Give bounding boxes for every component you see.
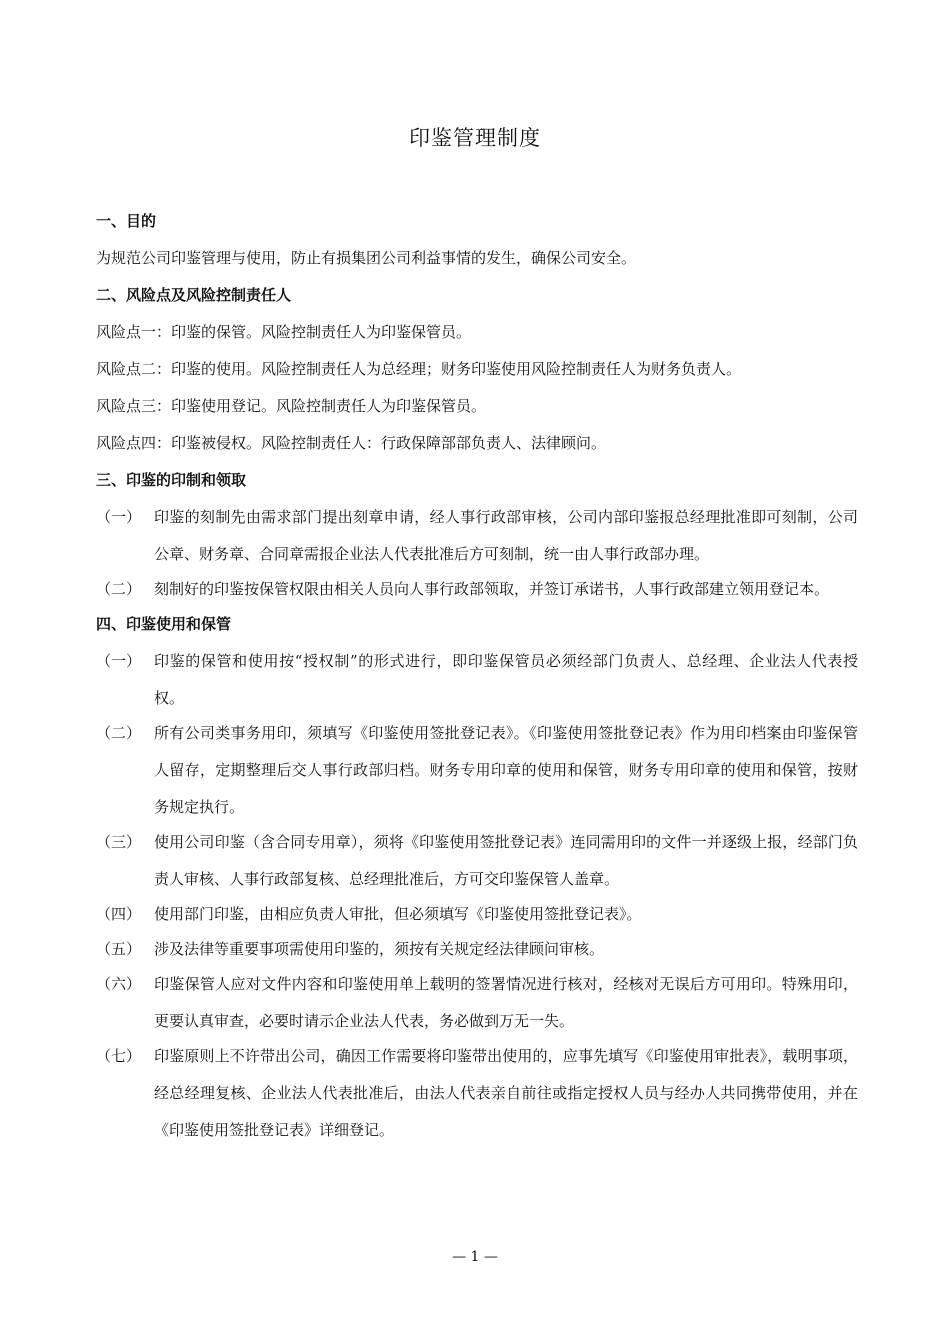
list-item [96, 643, 858, 717]
item-number: （二） [96, 580, 142, 598]
item-text: 印鉴的保管和使用按“授权制”的形式进行，即印鉴保管员必须经部门负责人、总经理、企业法人代表授权。 [154, 652, 858, 707]
item-number: （四） [96, 905, 142, 923]
document-title: 印鉴管理制度 [409, 126, 541, 150]
item-number: （五） [96, 940, 142, 958]
item-text: 使用部门印鉴，由相应负责人审批，但必须填写《印鉴使用签批登记表》。 [154, 905, 642, 923]
section-heading-risk-points: 二、风险点及风险控制责任人 [96, 286, 292, 304]
paragraph: 风险点三：印鉴使用登记。风险控制责任人为印鉴保管员。 [96, 397, 487, 415]
item-text: 印鉴原则上不许带出公司，确因工作需要将印鉴带出使用的，应事先填写《印鉴使用审批表》，载明事项，经总经理复核、企业法人代表批准后，由法人代表亲自前往或指定授权人员与经办人共同携带使用，并在《印鉴使用签批登记表》详细登记。 [154, 1047, 858, 1139]
item-text: 印鉴保管人应对文件内容和印鉴使用单上载明的签署情况进行核对，经核对无误后方可用印。特殊用印，更要认真审查，必要时请示企业法人代表，务必做到万无一失。 [154, 975, 858, 1030]
paragraph: 风险点二：印鉴的使用。风险控制责任人为总经理；财务印鉴使用风险控制责任人为财务负责人。 [96, 360, 742, 378]
document-body [96, 208, 858, 1152]
item-number: （三） [96, 833, 142, 851]
list-item [96, 966, 858, 1040]
item-text: 刻制好的印鉴按保管权限由相关人员向人事行政部领取，并签订承诺书，人事行政部建立领用登记本。 [154, 580, 830, 598]
section-heading-engraving: 三、印鉴的印制和领取 [96, 471, 247, 489]
item-text: 印鉴的刻制先由需求部门提出刻章申请，经人事行政部审核，公司内部印鉴报总经理批准即可刻制，公司公章、财务章、合同章需报企业法人代表批准后方可刻制，统一由人事行政部办理。 [154, 508, 858, 563]
list-item [96, 824, 858, 898]
list-item [96, 571, 858, 608]
paragraph: 为规范公司印鉴管理与使用，防止有损集团公司利益事情的发生，确保公司安全。 [96, 249, 637, 267]
item-number: （七） [96, 1047, 142, 1065]
item-number: （一） [96, 652, 142, 670]
list-item [96, 715, 858, 826]
paragraph: 风险点一：印鉴的保管。风险控制责任人为印鉴保管员。 [96, 323, 472, 341]
section-heading-purpose: 一、目的 [96, 212, 157, 230]
paragraph: 风险点四：印鉴被侵权。风险控制责任人：行政保障部部负责人、法律顾问。 [96, 434, 607, 452]
item-text: 所有公司类事务用印，须填写《印鉴使用签批登记表》。《印鉴使用签批登记表》作为用印档案由印鉴保管人留存，定期整理后交人事行政部归档。财务专用印章的使用和保管，财务专用印章的使用和保管，按财务规定执行。 [154, 724, 858, 816]
list-item [96, 931, 858, 968]
item-number: （六） [96, 975, 142, 993]
list-item [96, 1038, 858, 1149]
section-heading-usage-custody: 四、印鉴使用和保管 [96, 615, 232, 633]
list-item [96, 499, 858, 573]
item-number: （一） [96, 508, 142, 526]
page-number: — 1 — [452, 1249, 498, 1265]
item-text: 涉及法律等重要事项需使用印鉴的，须按有关规定经法律顾问审核。 [154, 940, 605, 958]
item-number: （二） [96, 724, 142, 742]
item-text: 使用公司印鉴（含合同专用章），须将《印鉴使用签批登记表》连同需用印的文件一并逐级上报，经部门负责人审核、人事行政部复核、总经理批准后，方可交印鉴保管人盖章。 [154, 833, 858, 888]
list-item [96, 896, 858, 933]
